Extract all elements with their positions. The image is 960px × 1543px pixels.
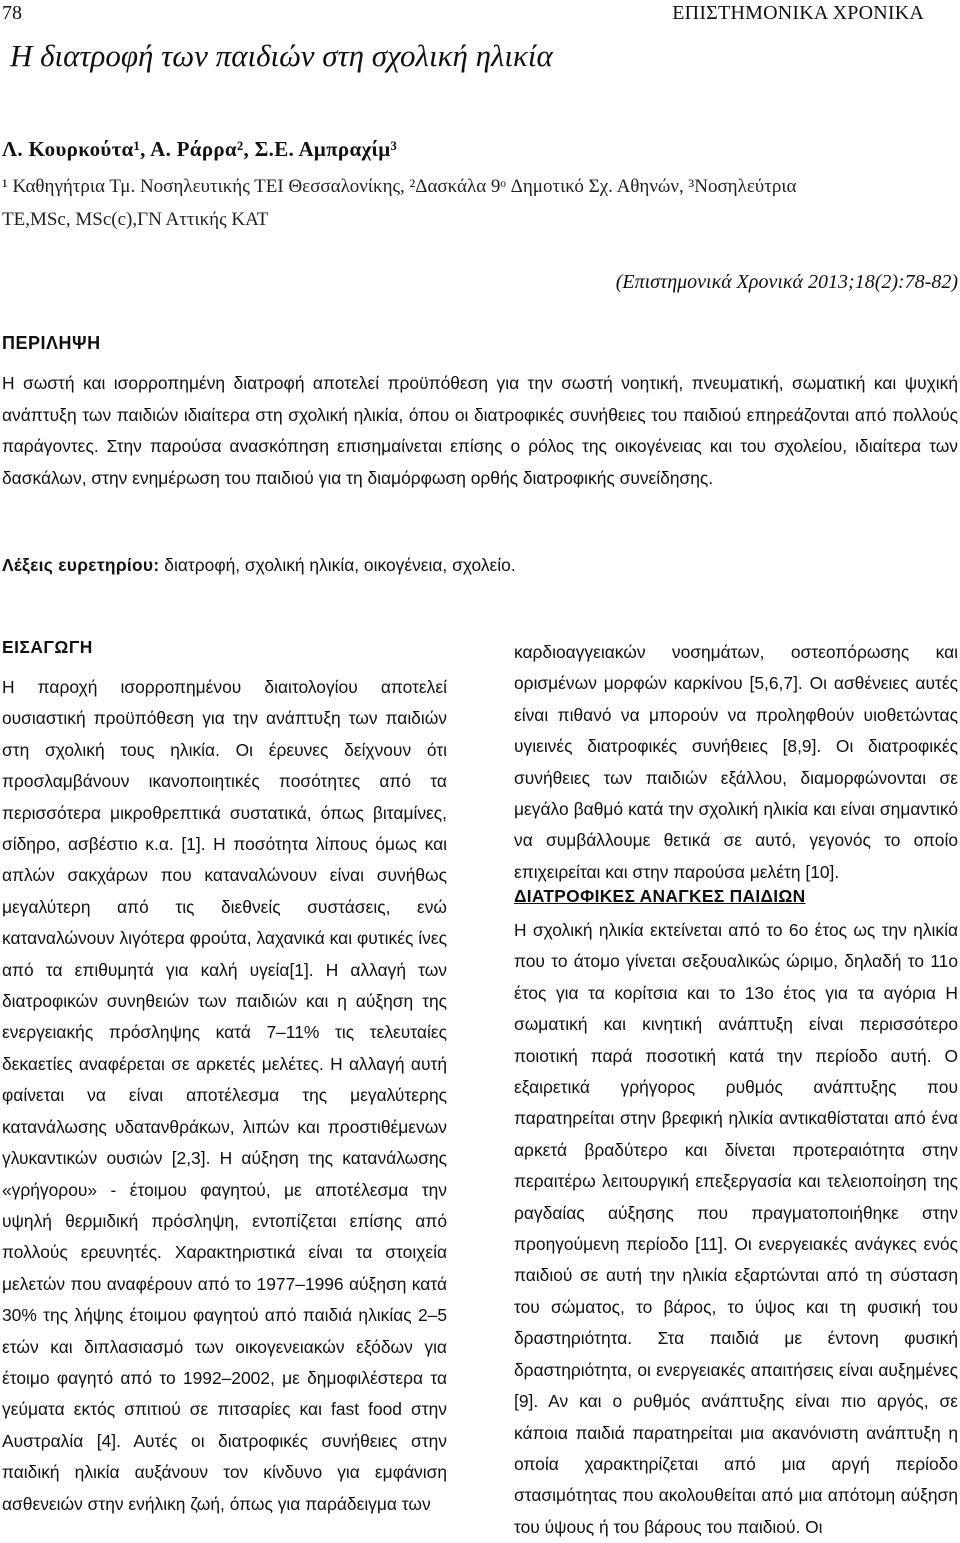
introduction-heading: ΕΙΣΑΓΩΓΗ	[2, 637, 93, 657]
introduction-continuation: καρδιοαγγειακών νοσημάτων, οστεοπόρωσης και ορισμένων μορφών καρκίνου [5,6,7]. Οι ασθένειες αυτές είναι πιθανό να μπορούν να προληφθούν υιοθετώντας υγιεινές διατροφικές συνήθειες [8,9]. Οι διατροφικές συνήθειες των παιδιών εξάλλου, διαμορφώνονται σε μεγάλο βαθμό κατά την σχολική ηλικία και είναι σημαντικό να συμβάλλουμε θετικά σε αυτό, γεγονός το οποίο επιχειρείται και στην παρούσα μελέτη [10].	[514, 642, 958, 882]
authors: Λ. Κουρκούτα¹, Α. Ράρρα², Σ.Ε. Αμπραχίμ³	[2, 137, 398, 161]
abstract-body: Η σωστή και ισορροπημένη διατροφή αποτελεί προϋπόθεση για την σωστή νοητική, πνευματική, σωματική και ψυχική ανάπτυξη των παιδιών ιδιαίτερα στη σχολική ηλικία, όπου οι διατροφικές συνήθειες του παιδιού επηρεάζονται από πολλούς παράγοντες. Στην παρούσα ανασκόπηση επισημαίνεται επίσης ο ρόλος της οικογένειας και του σχολείου, ιδιαίτερα των δασκάλων, στην ενημέρωση του παιδιού για τη διαμόρφωση ορθής διατροφικής συνείδησης.	[2, 373, 958, 488]
article-title: Η διατροφή των παιδιών στη σχολική ηλικία	[10, 38, 553, 73]
journal-name: ΕΠΙΣΤΗΜΟΝΙΚΑ ΧΡΟΝΙΚΑ	[672, 2, 924, 24]
affiliations-line-1: ¹ Καθηγήτρια Τμ. Νοσηλευτικής ΤΕΙ Θεσσαλονίκης, ²Δασκάλα 9ᵒ Δημοτικό Σχ. Αθηνών, ³Νοσηλεύτρια	[2, 176, 797, 197]
affiliations-line-2: ΤΕ,MSc, MSc(c),ΓΝ Αττικής ΚΑΤ	[2, 209, 269, 230]
keywords-label: Λέξεις ευρετηρίου:	[2, 555, 160, 575]
abstract-heading: ΠΕΡΙΛΗΨΗ	[2, 333, 101, 353]
nutritional-needs-body: Η σχολική ηλικία εκτείνεται από το 6ο έτος ως την ηλικία που το άτομο γίνεται σεξουαλικώς ώριμο, δηλαδή το 11ο έτος για τα κορίτσια και το 13ο έτος για τα αγόρια Η σωματική και κινητική ανάπτυξη είναι περισσότερο ποιοτική παρά ποσοτική κατά την περίοδο αυτή. Ο εξαιρετικά γρήγορος ρυθμός ανάπτυξης που παρατηρείται στην βρεφική ηλικία αντικαθίσταται από ένα αρκετά βραδύτερο και δίνεται προτεραιότητα στην περαιτέρω λειτουργική επεξεργασία και τελειοποίηση της ραγδαίας αύξησης που πραγματοποιήθηκε στην προηγούμενη περίοδο [11]. Οι ενεργειακές ανάγκες ενός παιδιού σε αυτή την ηλικία εξαρτώνται από τη σύσταση του σώματος, το βάρος, το ύψος και τη φυσική του δραστηριότητα. Στα παιδιά με έντονη φυσική δραστηριότητα, οι ενεργειακές απαιτήσεις είναι αυξημένες [9]. Αν και ο ρυθμός ανάπτυξης είναι πιο αργός, σε κάποια παιδιά παρατηρείται μια ακανόνιστη ανάπτυξη η οποία χαρακτηρίζεται από μια αργή περίοδο στασιμότητας που ακολουθείται από μια απότομη αύξηση του ύψους ή του βάρους του παιδιού. Οι	[514, 920, 958, 1537]
nutritional-needs-heading: ΔΙΑΤΡΟΦΙΚΕΣ ΑΝΑΓΚΕΣ ΠΑΙΔΙΩΝ	[514, 886, 806, 906]
keywords-list: διατροφή, σχολική ηλικία, οικογένεια, σχολείο.	[159, 555, 516, 575]
page-number: 78	[2, 2, 22, 24]
citation: (Επιστημονικά Χρονικά 2013;18(2):78-82)	[615, 271, 958, 293]
introduction-body: Η παροχή ισορροπημένου διαιτολογίου αποτελεί ουσιαστική προϋπόθεση για την ανάπτυξη των παιδιών στη σχολική τους ηλικία. Οι έρευνες δείχνουν ότι προσλαμβάνουν ικανοποιητικές ποσότητες από τα περισσότερα μικροθρεπτικά συστατικά, όπως βιταμίνες, σίδηρο, ασβέστιο κ.α. [1]. Η ποσότητα λίπους όμως και απλών σακχάρων που καταναλώνουν είναι συνήθως μεγαλύτερη από τις διεθνείς συστάσεις, ενώ καταναλώνουν λιγότερα φρούτα, λαχανικά και φυτικές ίνες από τα επιθυμητά για καλή υγεία[1]. Η αλλαγή των διατροφικών συνηθειών των παιδιών και η αύξηση της ενεργειακής πρόσληψης κατά 7–11% τις τελευταίες δεκαετίες αναφέρεται σε αρκετές μελέτες. Η αλλαγή αυτή φαίνεται να είναι αποτέλεσμα της μεγαλύτερης κατανάλωσης υδατανθράκων, λιπών και προστιθέμενων γλυκαντικών ουσιών [2,3]. Η αύξηση της κατανάλωσης «γρήγορου» - έτοιμου φαγητού, με αποτέλεσμα την υψηλή θερμιδική πρόσληψη, εντοπίζεται επίσης από πολλούς ερευνητές. Χαρακτηριστικά είναι τα στοιχεία μελετών που αναφέρουν από το 1977–1996 αύξηση κατά 30% της λήψης έτοιμου φαγητού από παιδιά ηλικίας 2–5 ετών και διπλασιασμό των οικογενειακών εξόδων για έτοιμο φαγητό από το 1992–2002, με δημοφιλέστερα τα γεύματα εκτός σπιτιού σε πιτσαρίες και fast food στην Αυστραλία [4]. Αυτές οι διατροφικές συνήθειες στην παιδική ηλικία αυξάνουν τον κίνδυνο για εμφάνιση ασθενειών στην ενήλικη ζωή, όπως για παράδειγμα των	[2, 677, 447, 1514]
keywords	[2, 555, 516, 576]
